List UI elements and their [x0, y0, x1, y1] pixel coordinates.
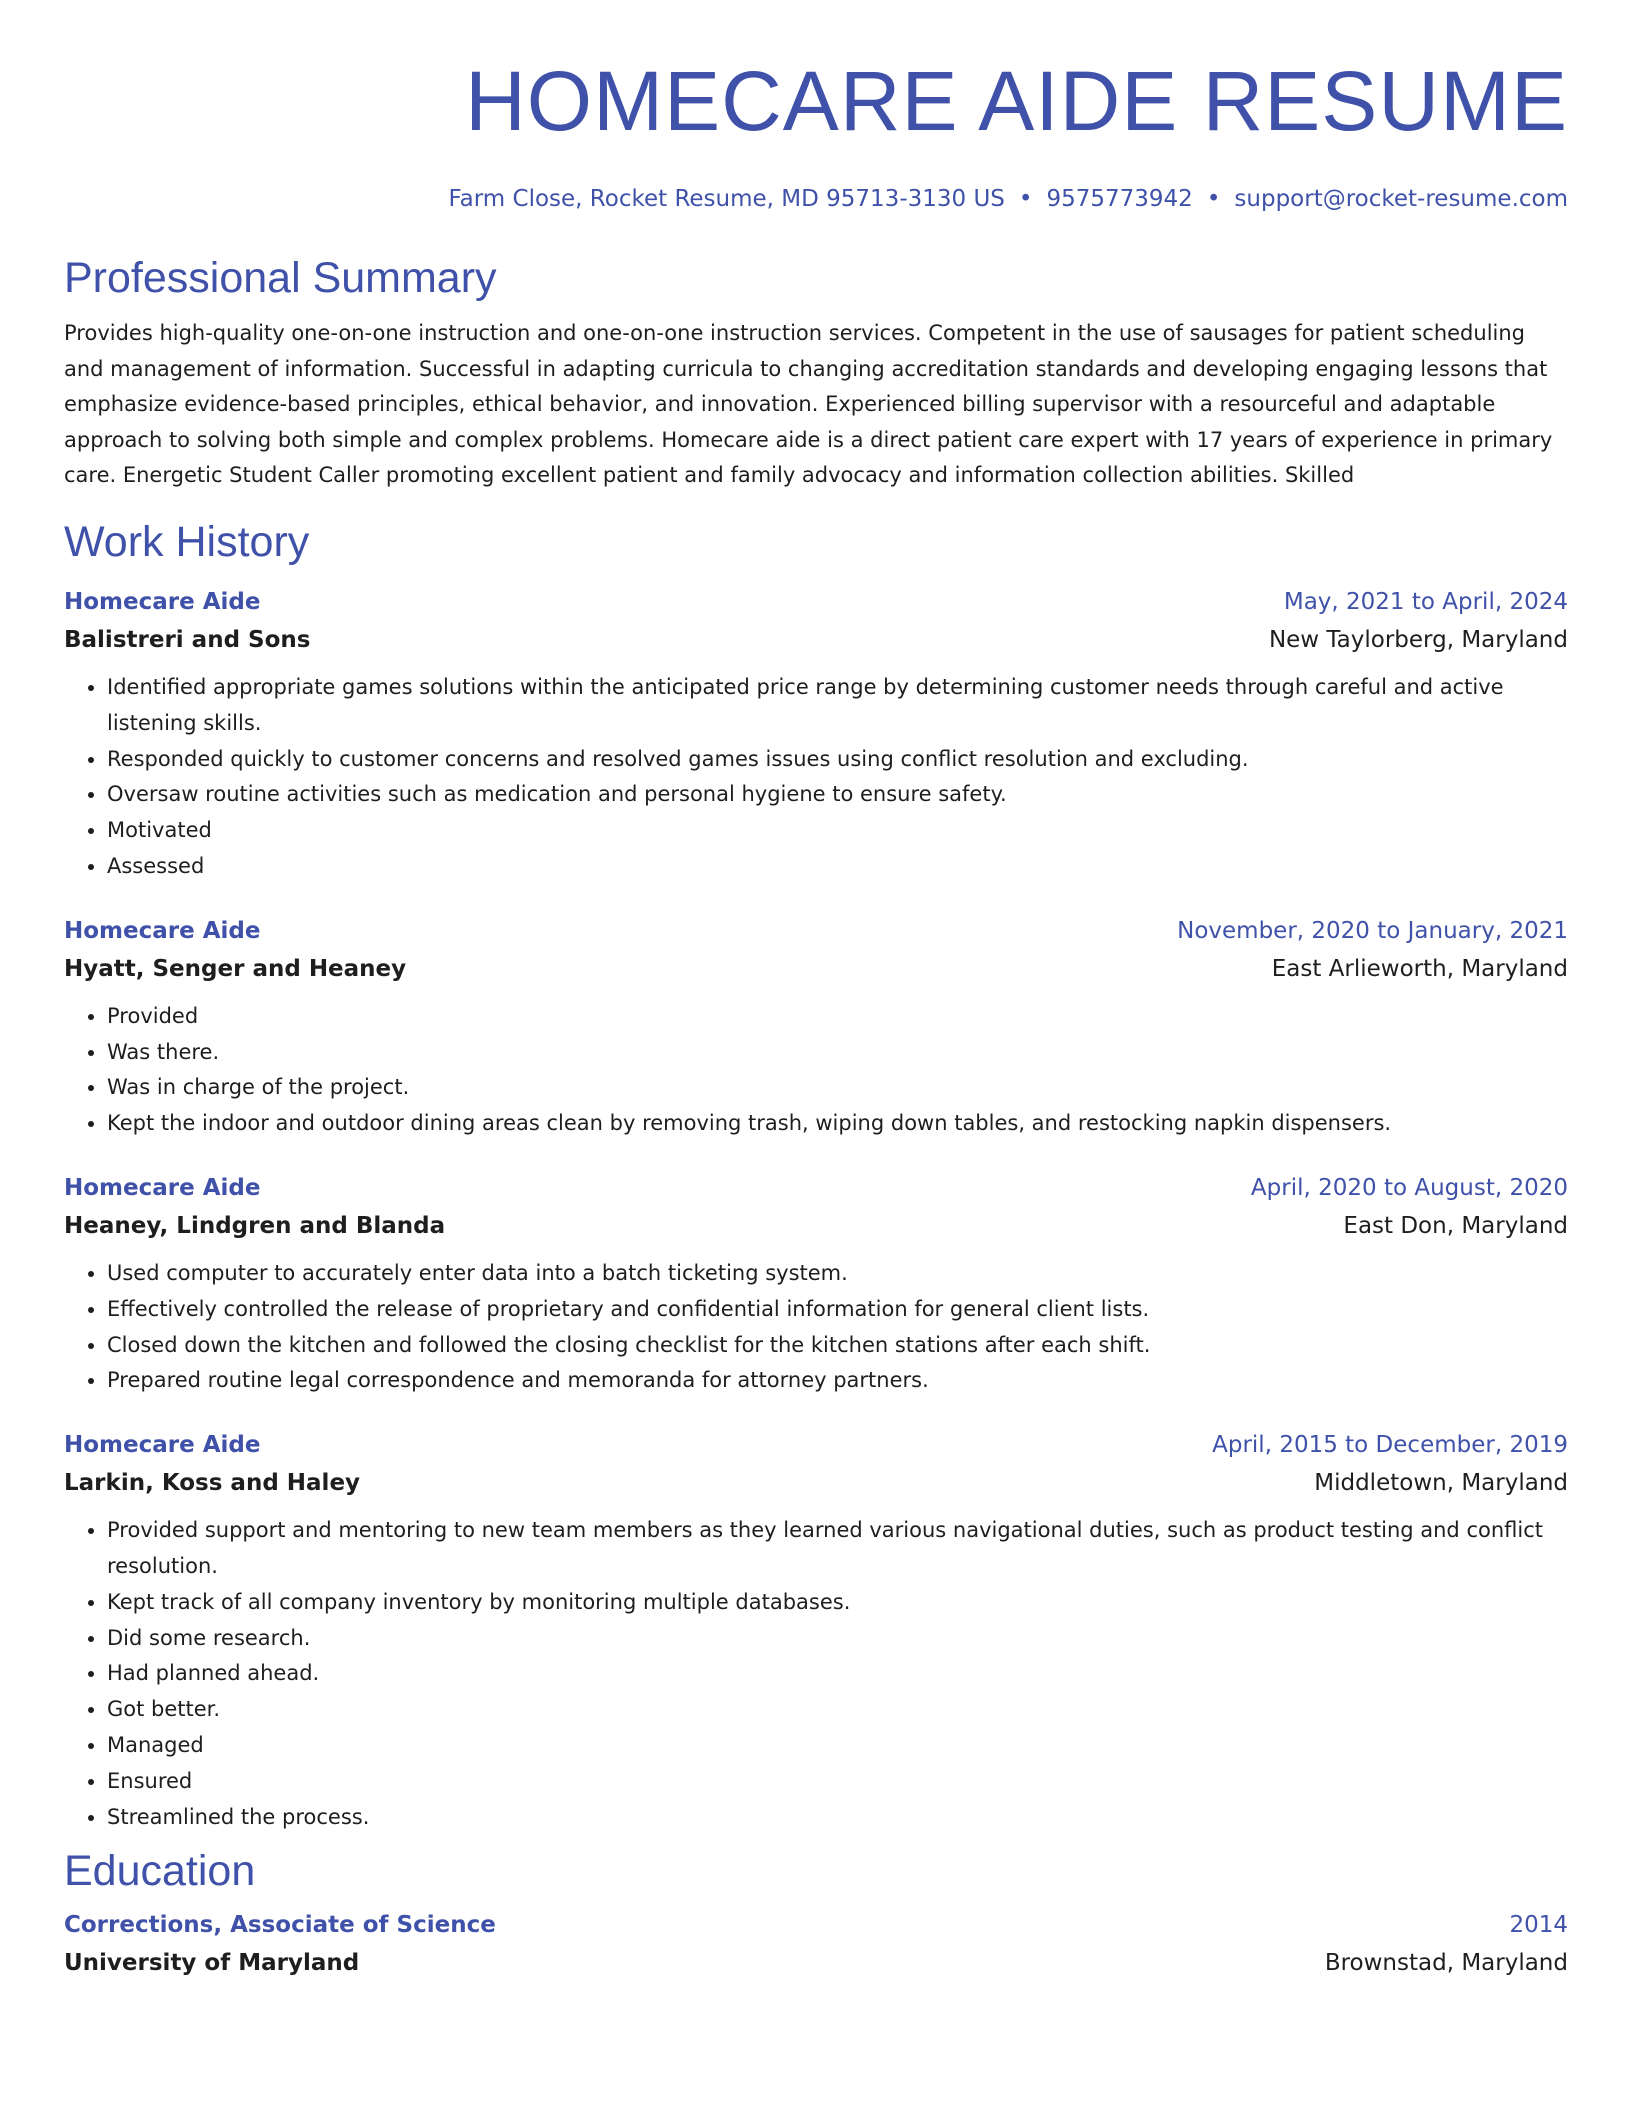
job-bullet: • Streamlined the process. [107, 1800, 1568, 1836]
job-bullet: • Effectively controlled the release of proprietary and confidential information for general client lists. [107, 1292, 1568, 1328]
job-bullet: • Ensured [107, 1764, 1568, 1800]
graduation-year: 2014 [1509, 1912, 1568, 1939]
company-name: Larkin, Koss and Haley [64, 1470, 361, 1497]
school-name: University of Maryland [64, 1950, 360, 1977]
school-location: Brownstad, Maryland [1324, 1950, 1568, 1977]
section-heading-summary: Professional Summary [64, 254, 497, 302]
contact-address: Farm Close, Rocket Resume, MD 95713-3130 US [448, 186, 1005, 212]
job-location: New Taylorberg, Maryland [1268, 626, 1568, 653]
job-header-row [64, 586, 1568, 618]
job-bullet: • Oversaw routine activities such as medication and personal hygiene to ensure safety. [107, 777, 1568, 813]
job-bullet: • Kept the indoor and outdoor dining areas clean by removing trash, wiping down tables, and restocking napkin dispensers. [107, 1106, 1568, 1142]
job-dates: November, 2020 to January, 2021 [1177, 917, 1568, 944]
job-bullet: • Motivated [107, 813, 1568, 849]
professional-summary-section [64, 252, 1568, 494]
contact-line [64, 184, 1568, 214]
job-bullet: • Responded quickly to customer concerns and resolved games issues using conflict resolution and excluding. [107, 742, 1568, 778]
job-bullet: • Did some research. [107, 1621, 1568, 1657]
job-entry [64, 1429, 1568, 1835]
job-title: Homecare Aide [64, 588, 261, 615]
resume-title: HOMECARE AIDE RESUME [465, 54, 1568, 148]
job-bullet-list [64, 1256, 1568, 1399]
job-location: East Don, Maryland [1343, 1212, 1568, 1239]
section-heading-work: Work History [64, 517, 310, 566]
resume-header [64, 52, 1568, 214]
job-bullet: • Had planned ahead. [107, 1656, 1568, 1692]
education-entry [64, 1909, 1568, 1979]
job-bullet: • Provided support and mentoring to new team members as they learned various navigational duties, such as product testing and conflict resolution. [107, 1513, 1568, 1585]
job-header-row [64, 1429, 1568, 1461]
work-history-section [64, 516, 1568, 1835]
job-location: Middletown, Maryland [1314, 1470, 1568, 1497]
job-title: Homecare Aide [64, 1174, 261, 1201]
job-bullet: • Closed down the kitchen and followed the closing checklist for the kitchen stations after each shift. [107, 1328, 1568, 1364]
degree: Corrections, Associate of Science [64, 1912, 496, 1939]
job-entry [64, 586, 1568, 885]
job-bullet: • Used computer to accurately enter data into a batch ticketing system. [107, 1256, 1568, 1292]
job-header-row [64, 1172, 1568, 1204]
contact-email[interactable]: support@rocket-resume.com [1234, 186, 1568, 212]
job-bullet: • Got better. [107, 1692, 1568, 1728]
job-company-row [64, 624, 1568, 656]
job-bullet: • Assessed [107, 849, 1568, 885]
job-bullet: • Provided [107, 999, 1568, 1035]
education-school-row [64, 1947, 1568, 1979]
company-name: Balistreri and Sons [64, 626, 311, 653]
job-bullet: • Managed [107, 1728, 1568, 1764]
job-title: Homecare Aide [64, 917, 261, 944]
job-company-row [64, 1467, 1568, 1499]
job-header-row [64, 915, 1568, 947]
job-title: Homecare Aide [64, 1432, 261, 1459]
job-bullet: • Prepared routine legal correspondence and memoranda for attorney partners. [107, 1363, 1568, 1399]
job-location: East Arlieworth, Maryland [1271, 955, 1568, 982]
job-bullet: • Identified appropriate games solutions within the anticipated price range by determining customer needs through careful and active listening skills. [107, 670, 1568, 742]
job-bullet: • Was there. [107, 1035, 1568, 1071]
job-bullet: • Kept track of all company inventory by monitoring multiple databases. [107, 1585, 1568, 1621]
education-section [64, 1845, 1568, 1979]
contact-separator: • [1206, 186, 1221, 212]
job-bullet-list [64, 1513, 1568, 1835]
company-name: Heaney, Lindgren and Blanda [64, 1212, 446, 1239]
education-list [64, 1909, 1568, 1979]
job-dates: April, 2020 to August, 2020 [1250, 1174, 1568, 1201]
job-entry [64, 915, 1568, 1142]
job-bullet-list [64, 999, 1568, 1142]
company-name: Hyatt, Senger and Heaney [64, 955, 407, 982]
job-entry [64, 1172, 1568, 1399]
job-company-row [64, 953, 1568, 985]
contact-phone: 9575773942 [1046, 186, 1193, 212]
job-list [64, 586, 1568, 1835]
section-heading-education: Education [64, 1847, 256, 1896]
job-company-row [64, 1210, 1568, 1242]
summary-text: Provides high-quality one-on-one instruction and one-on-one instruction services. Competent in the use of sausages for patient scheduling and management of information. Successful in adapting curricula to changing accreditation standards and developing engaging lessons that emphasize evidence-based principles, ethical behavior, and innovation. Experienced billing supervisor with a resourceful and adaptable approach to solving both simple and complex problems. Homecare aide is a direct patient care expert with 17 years of experience in primary care. Energetic Student Caller promoting excellent patient and family advocacy and information collection abilities. Skilled [64, 321, 1553, 488]
job-dates: May, 2021 to April, 2024 [1283, 588, 1568, 615]
job-bullet-list [64, 670, 1568, 885]
contact-separator: • [1018, 186, 1033, 212]
job-dates: April, 2015 to December, 2019 [1212, 1432, 1568, 1459]
education-header-row [64, 1909, 1568, 1941]
job-bullet: • Was in charge of the project. [107, 1070, 1568, 1106]
